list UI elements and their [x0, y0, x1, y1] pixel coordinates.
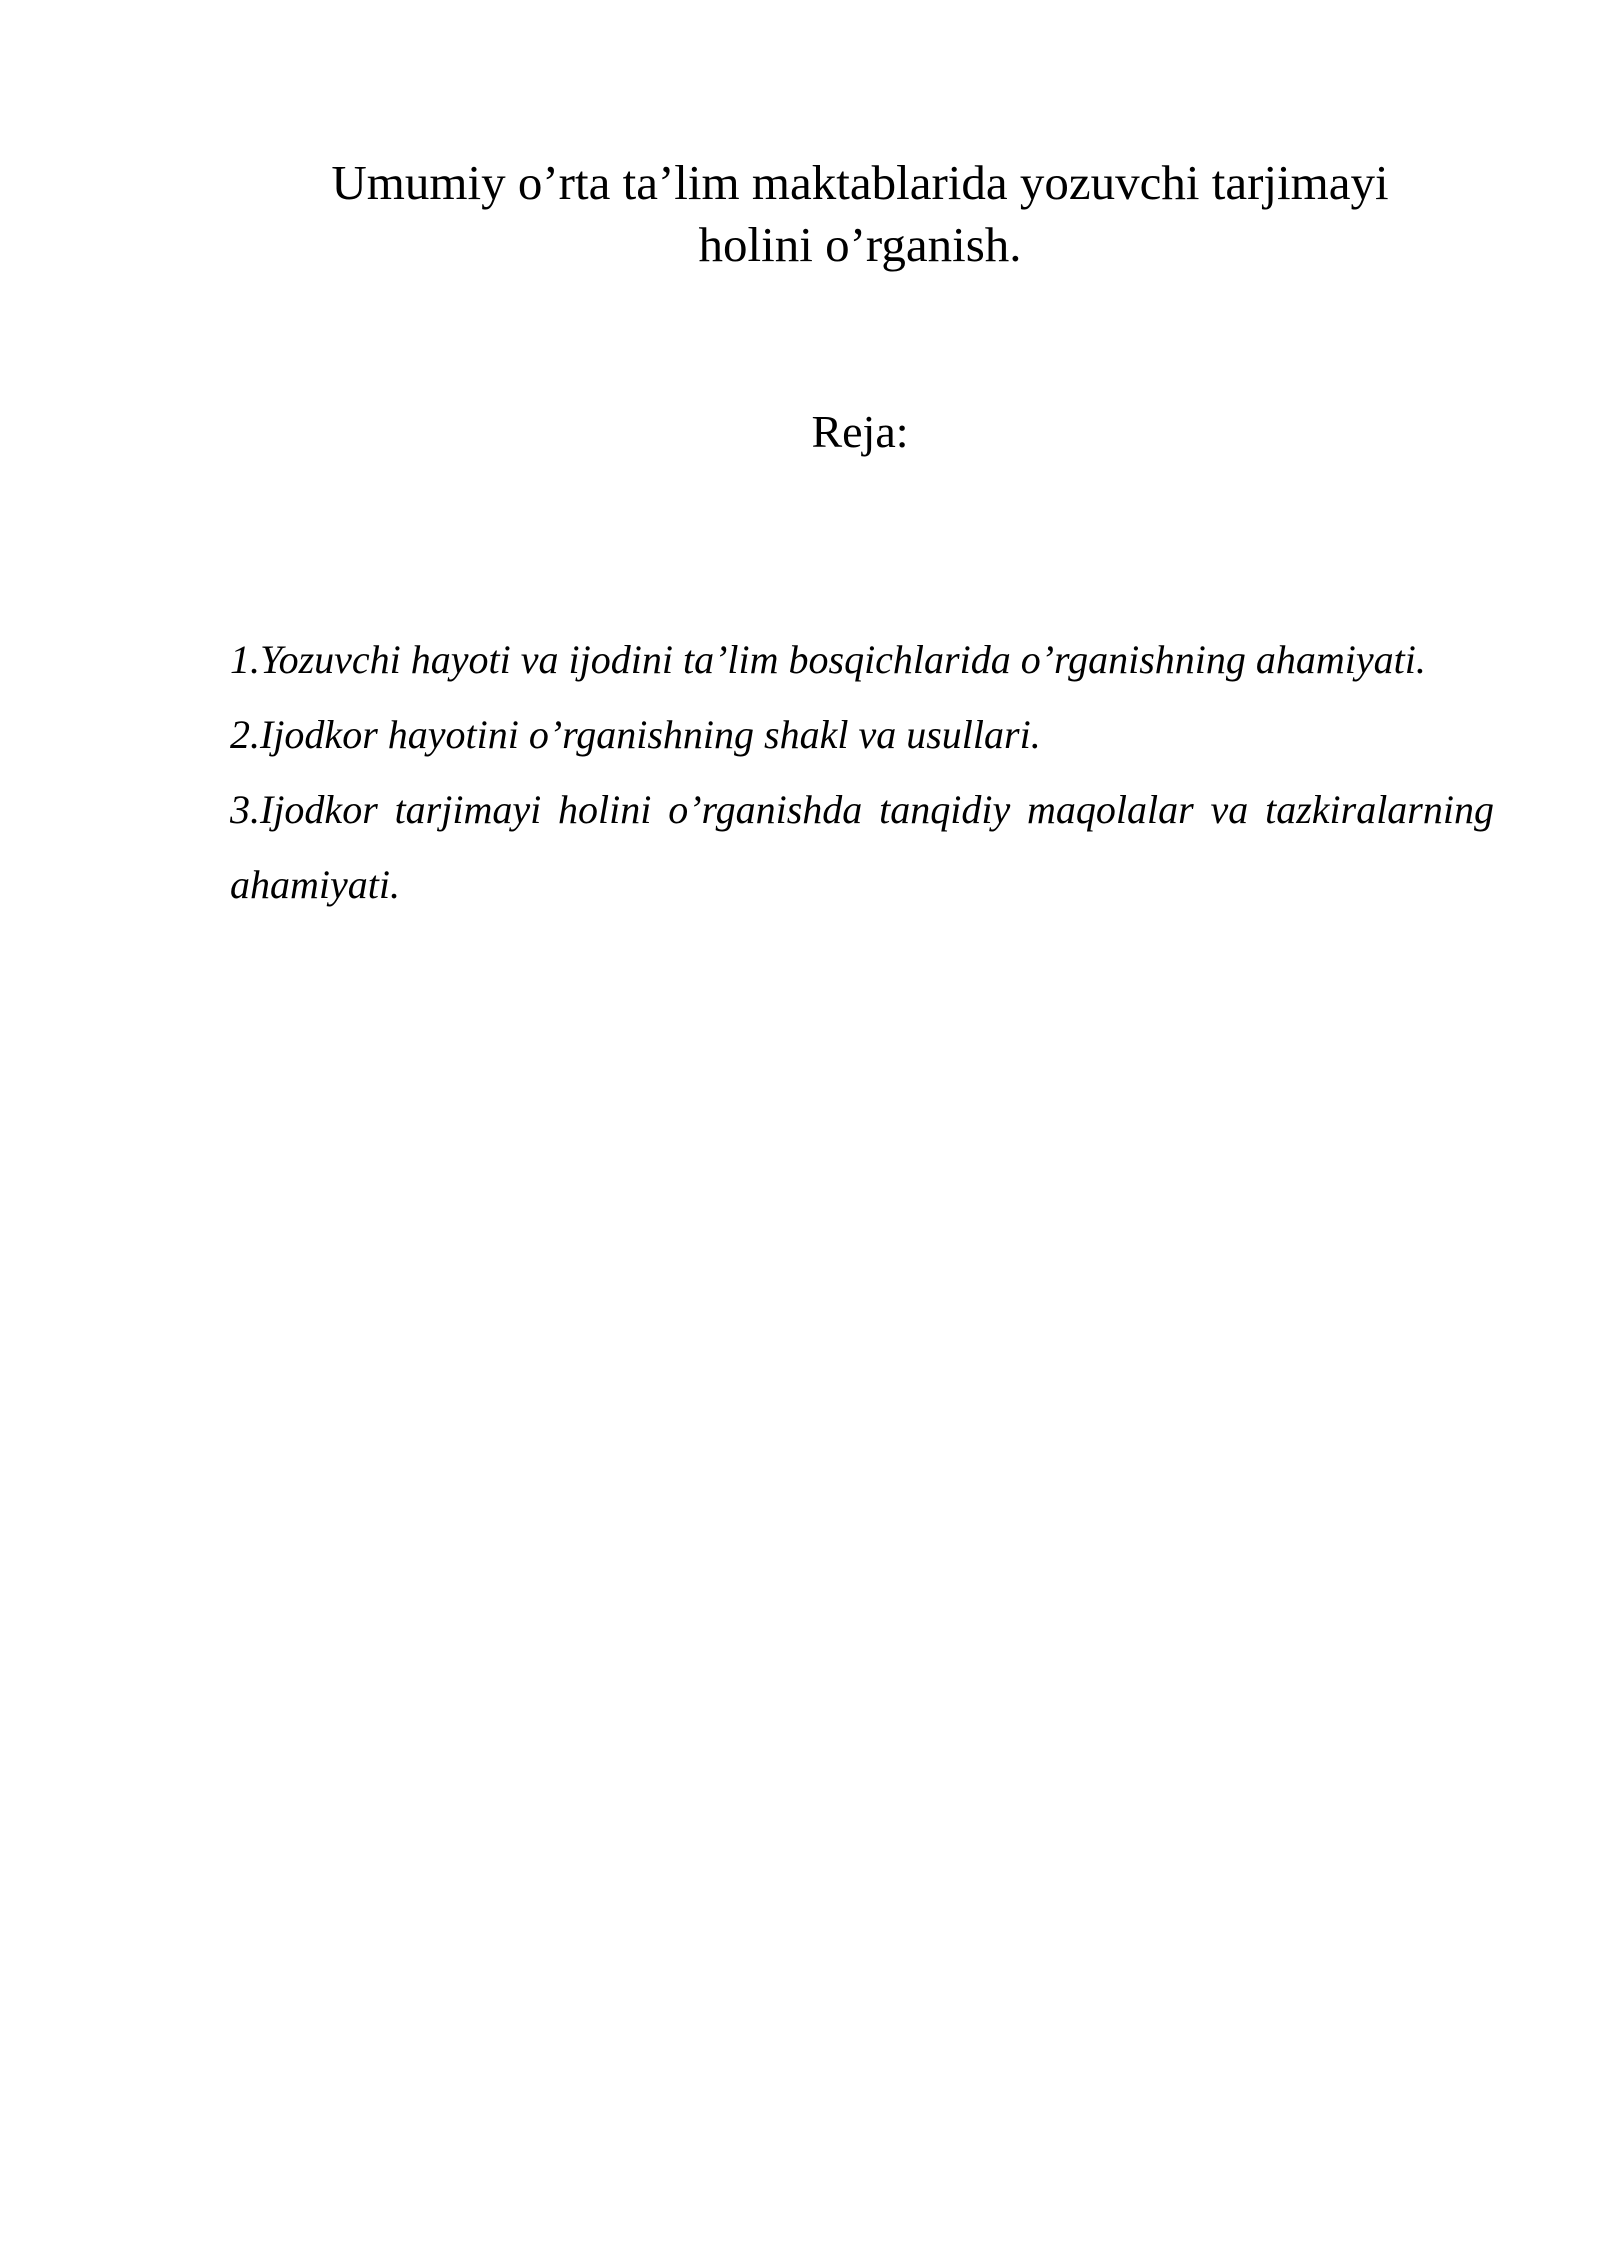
plan-list: [230, 622, 1494, 922]
plan-item-3: 3.Ijodkor tarjimayi holini o’rganishda tanqidiy maqolalar va tazkiralarning ahamiyati.: [230, 787, 1494, 907]
title-line-1: Umumiy o’rta ta’lim maktablarida yozuvchi tarjimayi: [331, 155, 1389, 210]
title-line-2: holini o’rganish.: [698, 217, 1022, 272]
plan-heading: Reja:: [811, 406, 909, 457]
plan-item-1: 1.Yozuvchi hayoti va ijodini ta’lim bosqichlarida o’rganishning ahamiyati.: [230, 637, 1426, 682]
document-title: [230, 152, 1490, 276]
plan-item-2: 2.Ijodkor hayotini o’rganishning shakl va usullari.: [230, 712, 1041, 757]
